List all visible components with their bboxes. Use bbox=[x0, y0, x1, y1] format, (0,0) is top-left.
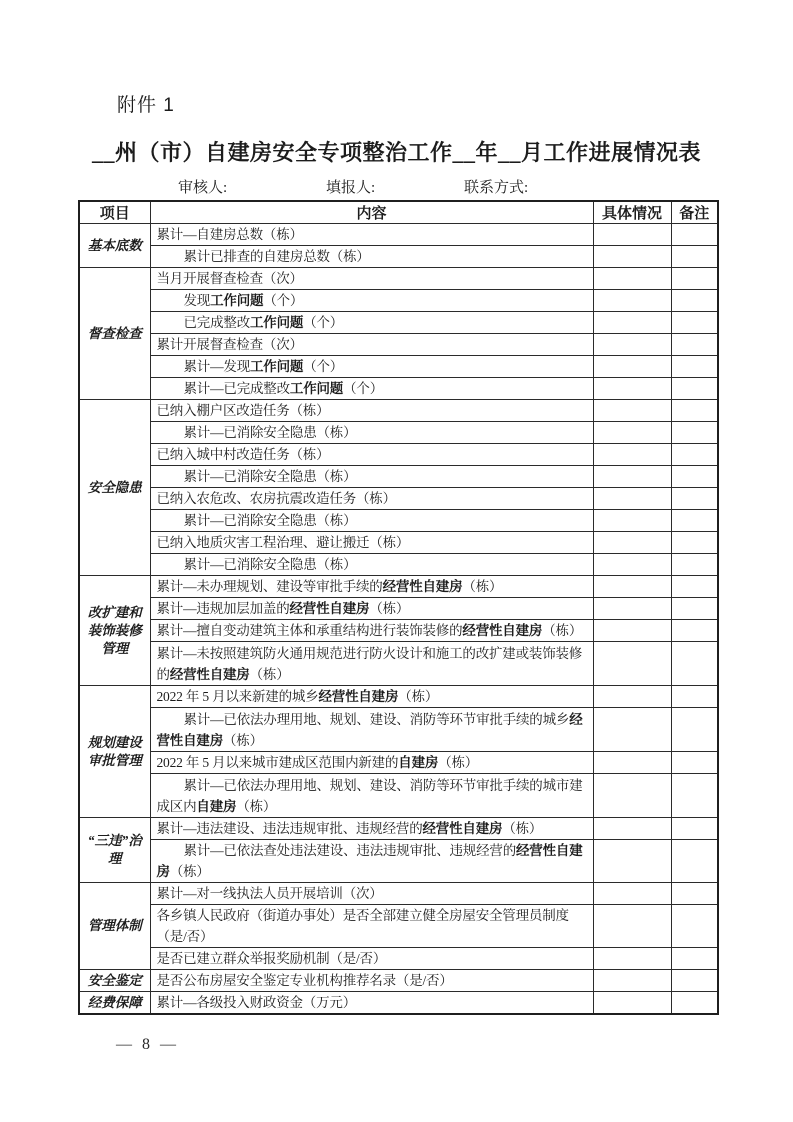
table-row bbox=[79, 818, 718, 840]
detail-cell bbox=[593, 554, 671, 576]
remark-cell bbox=[671, 444, 718, 466]
detail-cell bbox=[593, 510, 671, 532]
content-cell bbox=[150, 532, 593, 554]
text-segment: 累计—已完成整改 bbox=[183, 381, 290, 396]
contact-field-label: 联系方式: bbox=[464, 180, 529, 196]
content-cell bbox=[150, 840, 593, 883]
remark-cell bbox=[671, 948, 718, 970]
text-segment: 累计—违规加层加盖的 bbox=[156, 601, 290, 616]
table-row bbox=[79, 992, 718, 1015]
group-label: 基本底数 bbox=[79, 224, 150, 268]
bold-term: 自建房 bbox=[196, 798, 237, 814]
remark-cell bbox=[671, 334, 718, 356]
remark-cell bbox=[671, 554, 718, 576]
column-header-project: 项目 bbox=[79, 201, 150, 224]
remark-cell bbox=[671, 224, 718, 246]
detail-cell bbox=[593, 620, 671, 642]
table-row bbox=[79, 378, 718, 400]
content-cell bbox=[150, 818, 593, 840]
text-segment: 累计—已消除安全隐患（栋） bbox=[183, 469, 357, 484]
detail-cell bbox=[593, 992, 671, 1015]
detail-cell bbox=[593, 356, 671, 378]
group-label: 管理体制 bbox=[79, 883, 150, 970]
meta-row bbox=[0, 176, 793, 198]
table-row bbox=[79, 268, 718, 290]
detail-cell bbox=[593, 532, 671, 554]
table-row bbox=[79, 948, 718, 970]
text-segment: 累计—发现 bbox=[183, 359, 250, 374]
text-segment: （个） bbox=[263, 293, 304, 308]
group-label: 安全隐患 bbox=[79, 400, 150, 576]
text-segment: 已纳入棚户区改造任务（栋） bbox=[156, 403, 330, 418]
detail-cell bbox=[593, 488, 671, 510]
text-segment: 累计已排查的自建房总数（栋） bbox=[183, 249, 370, 264]
table-row bbox=[79, 883, 718, 905]
content-cell bbox=[150, 598, 593, 620]
text-segment: 累计—对一线执法人员开展培训（次） bbox=[156, 886, 383, 901]
column-header-detail: 具体情况 bbox=[593, 201, 671, 224]
remark-cell bbox=[671, 905, 718, 948]
text-segment: 累计—擅自变动建筑主体和承重结构进行装饰装修的 bbox=[156, 623, 463, 638]
table-row bbox=[79, 598, 718, 620]
content-cell bbox=[150, 466, 593, 488]
content-cell bbox=[150, 752, 593, 774]
text-segment: 累计—未按照建筑防火通用规范进行防火设计和施工的改扩建或装饰装修的 bbox=[156, 645, 583, 682]
detail-cell bbox=[593, 642, 671, 686]
table-row bbox=[79, 752, 718, 774]
content-cell bbox=[150, 268, 593, 290]
text-segment: （栋） bbox=[369, 601, 410, 616]
detail-cell bbox=[593, 444, 671, 466]
remark-cell bbox=[671, 246, 718, 268]
text-segment: 发现 bbox=[183, 293, 211, 308]
detail-cell bbox=[593, 246, 671, 268]
remark-cell bbox=[671, 818, 718, 840]
group-label: 规划建设审批管理 bbox=[79, 686, 150, 818]
remark-cell bbox=[671, 290, 718, 312]
content-cell bbox=[150, 620, 593, 642]
remark-cell bbox=[671, 752, 718, 774]
table-row bbox=[79, 576, 718, 598]
remark-cell bbox=[671, 642, 718, 686]
text-segment: （栋） bbox=[502, 821, 543, 836]
group-label: 督查检查 bbox=[79, 268, 150, 400]
remark-cell bbox=[671, 510, 718, 532]
text-segment: 当月开展督查检查（次） bbox=[156, 271, 303, 286]
detail-cell bbox=[593, 970, 671, 992]
content-cell bbox=[150, 948, 593, 970]
attachment-label: 附件 1 bbox=[117, 95, 175, 116]
remark-cell bbox=[671, 312, 718, 334]
detail-cell bbox=[593, 686, 671, 708]
table-row bbox=[79, 444, 718, 466]
remark-cell bbox=[671, 532, 718, 554]
group-label: 改扩建和装饰装修管理 bbox=[79, 576, 150, 686]
table-row bbox=[79, 246, 718, 268]
table-row bbox=[79, 970, 718, 992]
content-cell bbox=[150, 334, 593, 356]
content-cell bbox=[150, 356, 593, 378]
text-segment: 累计—已依法办理用地、规划、建设、消防等环节审批手续的城乡 bbox=[183, 711, 570, 727]
text-segment: （栋） bbox=[542, 623, 583, 638]
content-cell bbox=[150, 290, 593, 312]
content-cell bbox=[150, 774, 593, 818]
text-segment: （个） bbox=[303, 315, 344, 330]
text-segment: 2022 年 5 月以来城市建成区范围内新建的 bbox=[156, 755, 399, 770]
detail-cell bbox=[593, 334, 671, 356]
detail-cell bbox=[593, 268, 671, 290]
content-cell bbox=[150, 708, 593, 752]
detail-cell bbox=[593, 708, 671, 752]
header-row bbox=[79, 201, 718, 224]
bold-term: 经营性自建房 bbox=[422, 821, 503, 836]
text-segment: 各乡镇人民政府（街道办事处）是否全部建立健全房屋安全管理员制度（是/否） bbox=[156, 908, 569, 944]
text-segment: （栋） bbox=[249, 666, 290, 682]
table-row bbox=[79, 400, 718, 422]
page-title: __州（市）自建房安全专项整治工作__年__月工作进展情况表 bbox=[91, 140, 701, 165]
filler-field-label: 填报人: bbox=[326, 180, 376, 196]
detail-cell bbox=[593, 422, 671, 444]
bold-term: 工作问题 bbox=[250, 315, 304, 330]
table-row bbox=[79, 774, 718, 818]
group-label: 经费保障 bbox=[79, 992, 150, 1015]
content-cell bbox=[150, 642, 593, 686]
table-row bbox=[79, 466, 718, 488]
text-segment: 2022 年 5 月以来新建的城乡 bbox=[156, 689, 319, 704]
text-segment: 是否公布房屋安全鉴定专业机构推荐名录（是/否） bbox=[156, 973, 453, 988]
bold-term: 工作问题 bbox=[289, 381, 344, 396]
bold-term: 经营性自建房 bbox=[156, 843, 583, 879]
detail-cell bbox=[593, 774, 671, 818]
table-row bbox=[79, 686, 718, 708]
bold-term: 经营性自建房 bbox=[318, 689, 399, 704]
content-cell bbox=[150, 246, 593, 268]
detail-cell bbox=[593, 400, 671, 422]
text-segment: 已完成整改 bbox=[183, 315, 250, 330]
remark-cell bbox=[671, 970, 718, 992]
column-header-remark: 备注 bbox=[671, 201, 718, 224]
content-cell bbox=[150, 883, 593, 905]
table-row bbox=[79, 554, 718, 576]
content-cell bbox=[150, 905, 593, 948]
content-cell bbox=[150, 488, 593, 510]
text-segment: （个） bbox=[303, 359, 344, 374]
text-segment: （栋） bbox=[223, 732, 263, 748]
table-row bbox=[79, 224, 718, 246]
table-row bbox=[79, 334, 718, 356]
bold-term: 经营性自建房 bbox=[462, 623, 543, 638]
table-row bbox=[79, 532, 718, 554]
remark-cell bbox=[671, 686, 718, 708]
text-segment: （栋） bbox=[462, 579, 503, 594]
bold-term: 工作问题 bbox=[210, 293, 264, 308]
text-segment: 累计—各级投入财政资金（万元） bbox=[156, 995, 356, 1010]
detail-cell bbox=[593, 312, 671, 334]
table-row bbox=[79, 422, 718, 444]
table-row bbox=[79, 905, 718, 948]
detail-cell bbox=[593, 224, 671, 246]
column-header-content: 内容 bbox=[150, 201, 593, 224]
remark-cell bbox=[671, 356, 718, 378]
detail-cell bbox=[593, 905, 671, 948]
reviewer-field-label: 审核人: bbox=[178, 180, 228, 196]
detail-cell bbox=[593, 818, 671, 840]
progress-report-table bbox=[78, 200, 719, 1015]
text-segment: 累计—已消除安全隐患（栋） bbox=[183, 513, 357, 528]
detail-cell bbox=[593, 883, 671, 905]
group-label: “三违”治理 bbox=[79, 818, 150, 883]
group-label: 安全鉴定 bbox=[79, 970, 150, 992]
text-segment: 累计—已依法查处违法建设、违法违规审批、违规经营的 bbox=[183, 843, 516, 858]
content-cell bbox=[150, 510, 593, 532]
content-cell bbox=[150, 422, 593, 444]
detail-cell bbox=[593, 598, 671, 620]
text-segment: （栋） bbox=[438, 755, 479, 770]
detail-cell bbox=[593, 378, 671, 400]
table-row bbox=[79, 356, 718, 378]
content-cell bbox=[150, 312, 593, 334]
table-row bbox=[79, 488, 718, 510]
remark-cell bbox=[671, 708, 718, 752]
content-cell bbox=[150, 576, 593, 598]
text-segment: 累计—已依法办理用地、规划、建设、消防等环节审批手续的城市建成区内 bbox=[156, 777, 583, 814]
bold-term: 经营性自建房 bbox=[289, 601, 370, 616]
remark-cell bbox=[671, 378, 718, 400]
remark-cell bbox=[671, 620, 718, 642]
detail-cell bbox=[593, 290, 671, 312]
detail-cell bbox=[593, 840, 671, 883]
bold-term: 自建房 bbox=[398, 755, 439, 770]
text-segment: （栋） bbox=[236, 798, 277, 814]
bold-term: 工作问题 bbox=[250, 359, 304, 374]
table-row bbox=[79, 840, 718, 883]
table-row bbox=[79, 708, 718, 752]
table-row bbox=[79, 312, 718, 334]
remark-cell bbox=[671, 422, 718, 444]
remark-cell bbox=[671, 883, 718, 905]
remark-cell bbox=[671, 576, 718, 598]
text-segment: 是否已建立群众举报奖励机制（是/否） bbox=[156, 951, 387, 966]
content-cell bbox=[150, 554, 593, 576]
page-number: — 8 — bbox=[116, 1036, 179, 1053]
bold-term: 经营性自建房 bbox=[382, 579, 463, 594]
text-segment: 累计—已消除安全隐患（栋） bbox=[183, 557, 357, 572]
detail-cell bbox=[593, 576, 671, 598]
text-segment: 累计—已消除安全隐患（栋） bbox=[183, 425, 357, 440]
text-segment: （栋） bbox=[169, 864, 210, 879]
detail-cell bbox=[593, 948, 671, 970]
text-segment: 已纳入地质灾害工程治理、避让搬迁（栋） bbox=[156, 535, 410, 550]
remark-cell bbox=[671, 400, 718, 422]
remark-cell bbox=[671, 488, 718, 510]
remark-cell bbox=[671, 992, 718, 1015]
text-segment: 累计—自建房总数（栋） bbox=[156, 227, 303, 242]
content-cell bbox=[150, 378, 593, 400]
content-cell bbox=[150, 444, 593, 466]
detail-cell bbox=[593, 466, 671, 488]
content-cell bbox=[150, 970, 593, 992]
remark-cell bbox=[671, 840, 718, 883]
text-segment: （个） bbox=[343, 381, 384, 396]
text-segment: 累计—违法建设、违法违规审批、违规经营的 bbox=[156, 821, 423, 836]
table-header bbox=[79, 201, 718, 224]
content-cell bbox=[150, 224, 593, 246]
bold-term: 经营性自建房 bbox=[156, 711, 583, 748]
remark-cell bbox=[671, 268, 718, 290]
bold-term: 经营性自建房 bbox=[169, 666, 250, 682]
text-segment: （栋） bbox=[398, 689, 439, 704]
remark-cell bbox=[671, 598, 718, 620]
table-row bbox=[79, 290, 718, 312]
content-cell bbox=[150, 992, 593, 1015]
table-row bbox=[79, 510, 718, 532]
remark-cell bbox=[671, 466, 718, 488]
content-cell bbox=[150, 686, 593, 708]
text-segment: 已纳入城中村改造任务（栋） bbox=[156, 447, 330, 462]
detail-cell bbox=[593, 752, 671, 774]
content-cell bbox=[150, 400, 593, 422]
table-row bbox=[79, 620, 718, 642]
remark-cell bbox=[671, 774, 718, 818]
text-segment: 已纳入农危改、农房抗震改造任务（栋） bbox=[156, 491, 396, 506]
text-segment: 累计—未办理规划、建设等审批手续的 bbox=[156, 579, 383, 594]
table-row bbox=[79, 642, 718, 686]
text-segment: 累计开展督查检查（次） bbox=[156, 337, 303, 352]
